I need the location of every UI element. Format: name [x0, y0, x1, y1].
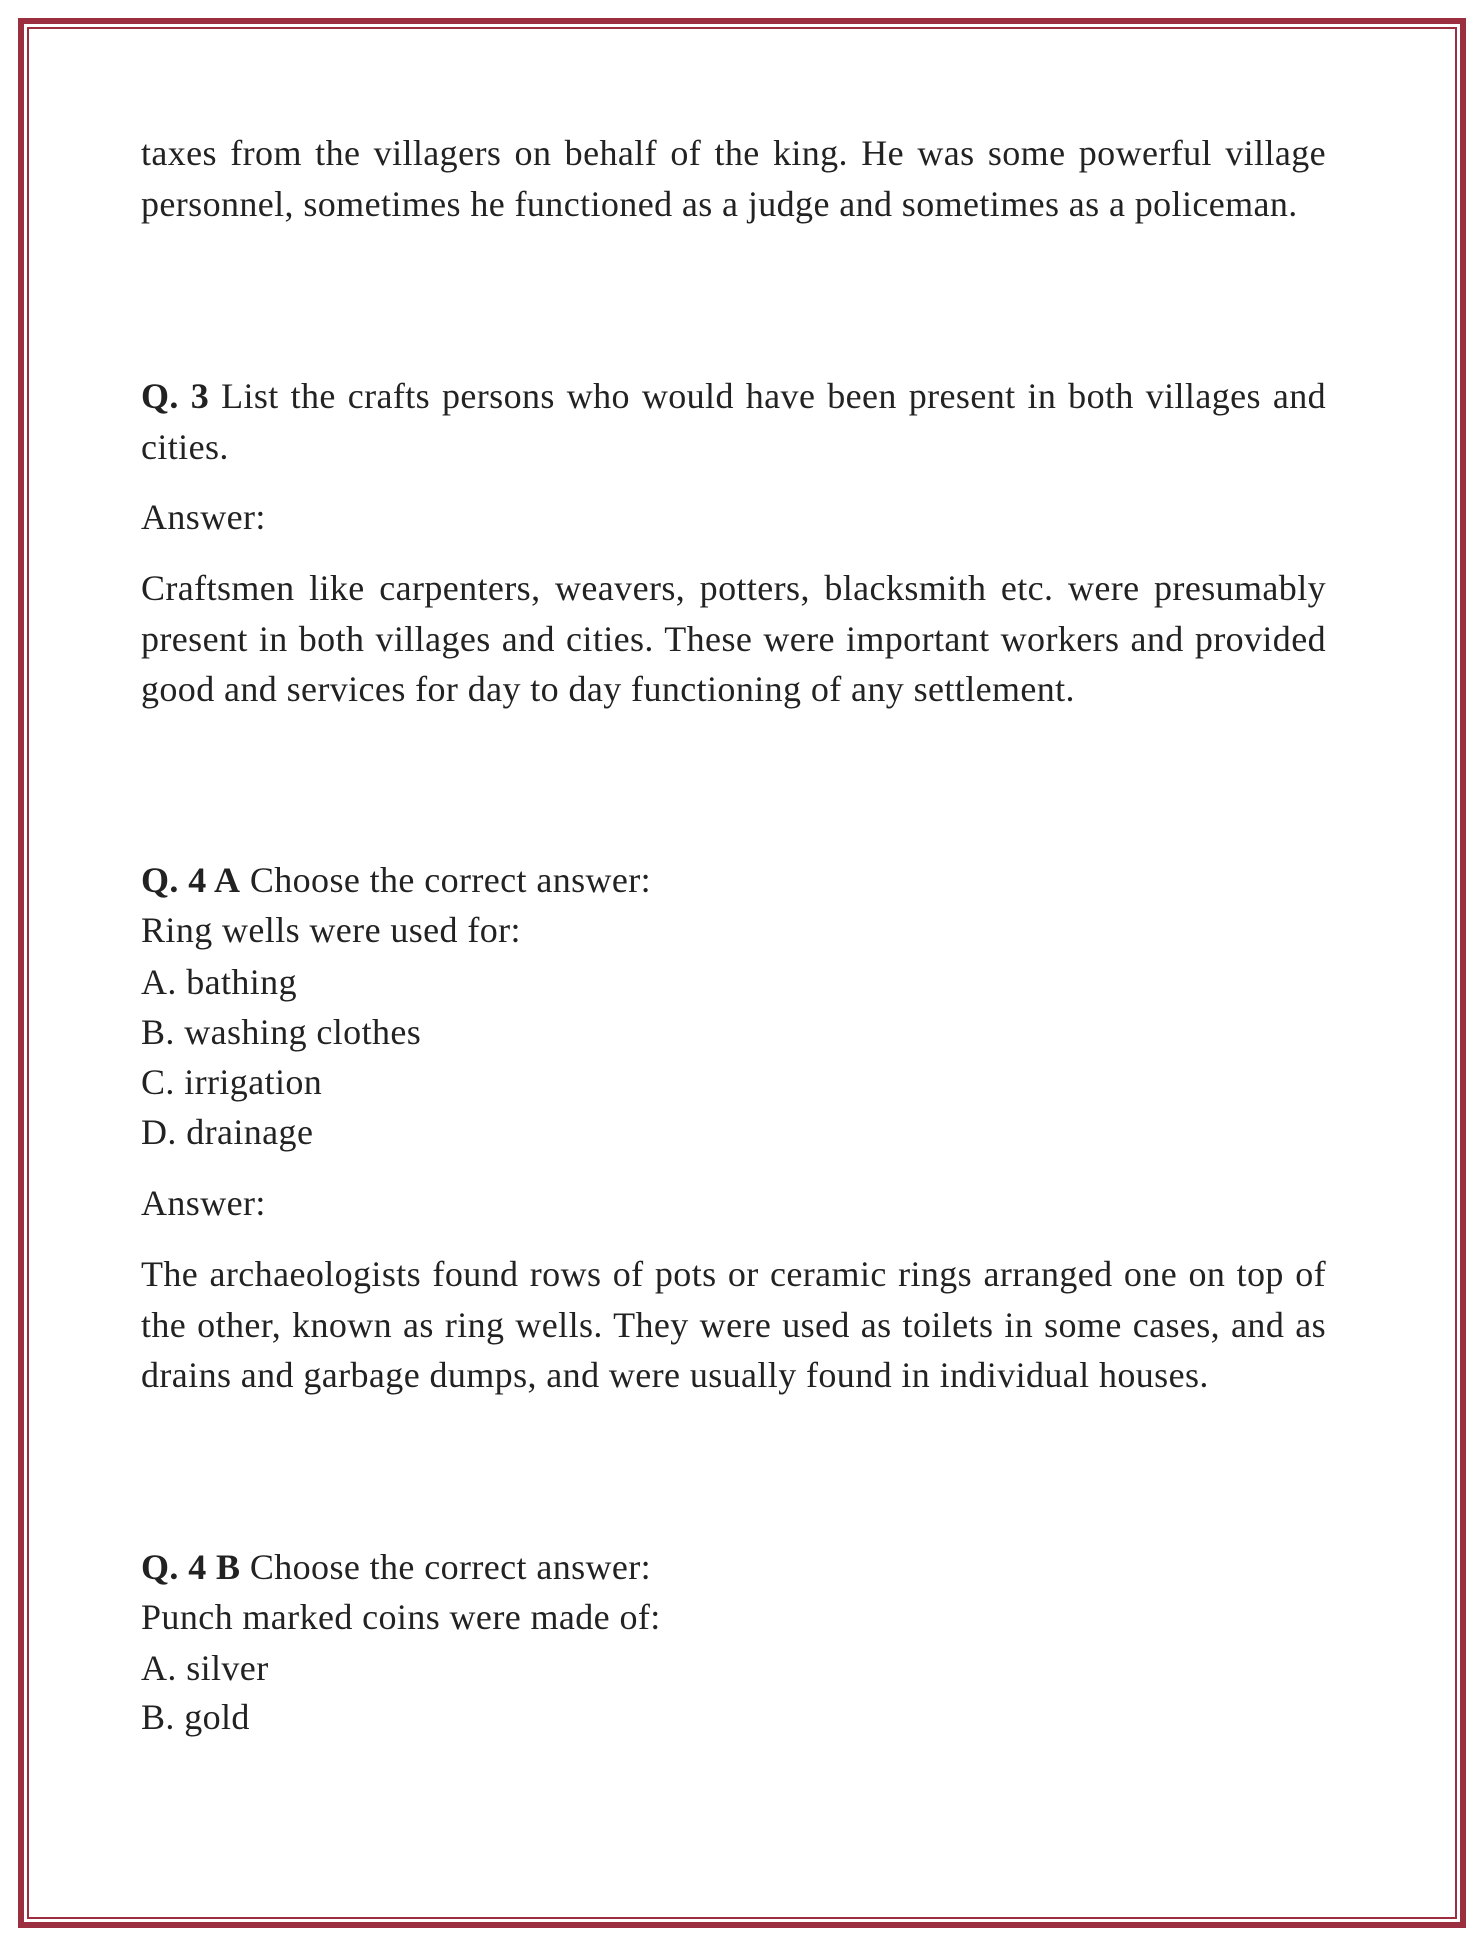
option-b: B. washing clothes	[141, 1012, 422, 1052]
question-number: Q. 3	[141, 376, 210, 416]
question-prompt: Choose the correct answer:	[249, 1547, 652, 1587]
question-text: Ring wells were used for:	[141, 910, 521, 950]
question-text: Punch marked coins were made of:	[141, 1597, 661, 1637]
answer-label: Answer:	[141, 497, 266, 537]
question-text: List the crafts persons who would have been present in both villages and cities.	[141, 376, 1326, 467]
question-number: Q. 4 B	[141, 1547, 241, 1587]
question-3	[141, 371, 1326, 472]
question-prompt: Choose the correct answer:	[249, 860, 652, 900]
answer-label: Answer:	[141, 1183, 266, 1223]
option-a: A. silver	[141, 1648, 269, 1688]
answer-paragraph: Craftsmen like carpenters, weavers, potters, blacksmith etc. were presumably present in both villages and cities. These were important workers and provided good and services for day to day functioning of any settlement.	[141, 568, 1326, 709]
option-b: B. gold	[141, 1697, 250, 1737]
option-c: C. irrigation	[141, 1062, 323, 1102]
answer-paragraph: The archaeologists found rows of pots or ceramic rings arranged one on top of the other, known as ring wells. They were used as toilets in some cases, and as drains and garbage dumps, and were usually found in individual houses.	[141, 1254, 1326, 1395]
question-4b	[141, 1542, 1326, 1593]
option-a: A. bathing	[141, 962, 297, 1002]
question-4a	[141, 855, 1326, 906]
continued-answer-paragraph: taxes from the villagers on behalf of the king. He was some powerful village personnel, sometimes he functioned as a judge and sometimes as a policeman.	[141, 133, 1326, 224]
question-number: Q. 4 A	[141, 860, 241, 900]
option-d: D. drainage	[141, 1112, 314, 1152]
